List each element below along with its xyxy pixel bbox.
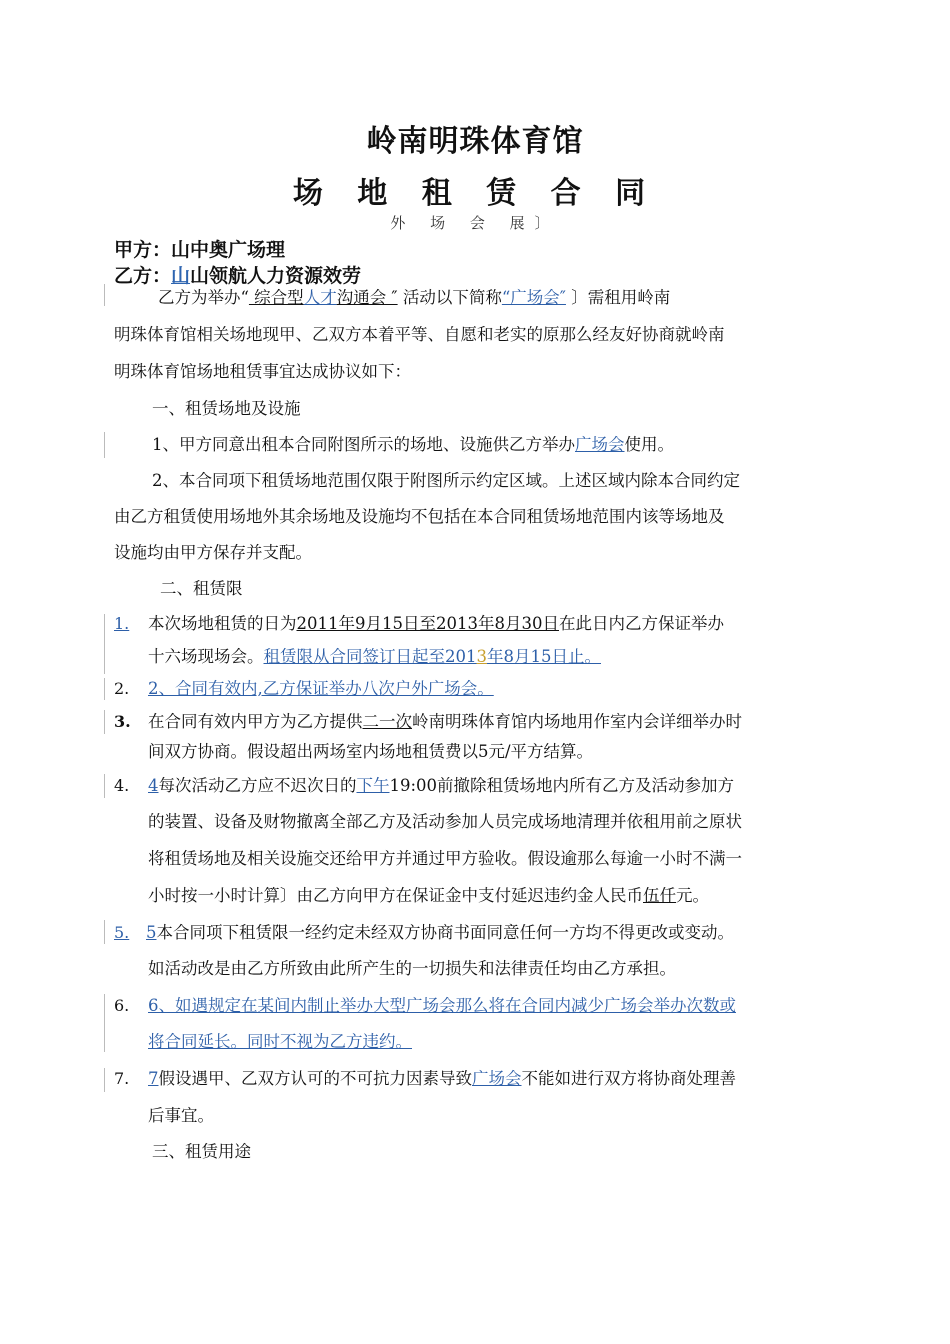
document-title: 岭南明珠体育馆 xyxy=(366,124,584,159)
list-number-3: 3. xyxy=(114,712,131,731)
intro-line-3: 明珠体育馆场地租赁事宜达成协议如下： xyxy=(114,362,411,381)
item-4-line-2: 的装置、设备及财物撤离全部乙方及活动参加人员完成场地清理并依租用前之原状 xyxy=(148,812,742,831)
change-bar xyxy=(104,710,105,734)
change-bar xyxy=(104,1068,105,1092)
section-1-para-1: 1、甲方同意出租本合同附图所示的场地、设施供乙方举办广场会使用。 xyxy=(152,435,674,454)
list-number-7: 7. xyxy=(114,1069,130,1088)
item-2-line-1: 2、合同有效内,乙方保证举办八次户外广场会。 xyxy=(148,679,494,698)
document-subtitle: 场 地 租 赁 合 同 xyxy=(292,176,658,211)
item-7-line-1: 7假设遇甲、乙双方认可的不可抗力因素导致广场会不能如进行双方将协商处理善 xyxy=(148,1069,736,1088)
section-2-heading: 二、租赁限 xyxy=(160,579,243,598)
item-5-line-1: 5本合同项下租赁限一经约定未经双方协商书面同意任何一方均不得更改或变动。 xyxy=(146,923,734,942)
item-4-line-1: 4每次活动乙方应不迟次日的下午19:00前撤除租赁场地内所有乙方及活动参加方 xyxy=(148,776,735,795)
section-1-para-2-line-2: 由乙方租赁使用场地外其余场地及设施均不包括在本合同租赁场地范围内该等场地及 xyxy=(114,507,725,526)
change-bar xyxy=(104,432,105,458)
list-number-5: 5. xyxy=(114,923,130,942)
change-bar xyxy=(104,774,105,798)
section-1-para-2-line-1: 2、本合同项下租赁场地范围仅限于附图所示约定区域。上述区域内除本合同约定 xyxy=(152,471,740,490)
item-1-line-1: 本次场地租赁的日为2011年9月15日至2013年8月30日在此日内乙方保证举办 xyxy=(148,614,724,633)
list-number-6: 6. xyxy=(114,996,130,1015)
party-b: 乙方：山山领航人力资源效劳 xyxy=(114,265,362,287)
party-a: 甲方：山中奥广场理 xyxy=(114,239,286,261)
change-bar xyxy=(104,920,105,944)
section-3-heading: 三、租赁用途 xyxy=(152,1142,251,1161)
section-1-para-2-line-3: 设施均由甲方保存并支配。 xyxy=(114,543,312,562)
item-1-line-2: 十六场现场会。租赁限从合同签订日起至2013年8月15日止。 xyxy=(148,647,601,666)
list-number-4: 4. xyxy=(114,776,130,795)
item-7-line-2: 后事宜。 xyxy=(148,1106,214,1125)
change-bar xyxy=(104,678,105,700)
change-bar xyxy=(104,994,105,1052)
item-4-line-3: 将租赁场地及相关设施交还给甲方并通过甲方验收。假设逾那么每逾一小时不满一 xyxy=(148,849,742,868)
item-3-line-2: 间双方协商。假设超出两场室内场地租赁费以5元/平方结算。 xyxy=(148,742,594,761)
item-6-line-1: 6、如遇规定在某间内制止举办大型广场会那么将在合同内减少广场会举办次数或 xyxy=(148,996,736,1015)
change-bar xyxy=(104,614,105,674)
document-subtitle-note: 外 场 会 展〕 xyxy=(390,214,560,232)
list-number-2: 2. xyxy=(114,679,130,698)
intro-line-2: 明珠体育馆相关场地现甲、乙双方本着平等、自愿和老实的原那么经友好协商就岭南 xyxy=(114,325,725,344)
item-4-line-4: 小时按一小时计算〕由乙方向甲方在保证金中支付延迟违约金人民币伍仟元。 xyxy=(148,886,709,905)
list-number-1: 1. xyxy=(114,614,130,633)
item-3-line-1: 在合同有效内甲方为乙方提供二一次岭南明珠体育馆内场地用作室内会详细举办时 xyxy=(148,712,742,731)
intro-line-1: 乙方为举办“ 综合型人才沟通会 ″ 活动以下简称“广场会″ 〕需租用岭南 xyxy=(158,288,671,307)
section-1-heading: 一、租赁场地及设施 xyxy=(152,399,301,418)
party-b-marked-char: 山 xyxy=(171,265,191,287)
change-bar xyxy=(104,284,105,306)
item-6-line-2: 将合同延长。同时不视为乙方违约。 xyxy=(148,1032,412,1051)
item-5-line-2: 如活动改是由乙方所致由此所产生的一切损失和法律责任均由乙方承担。 xyxy=(148,959,676,978)
